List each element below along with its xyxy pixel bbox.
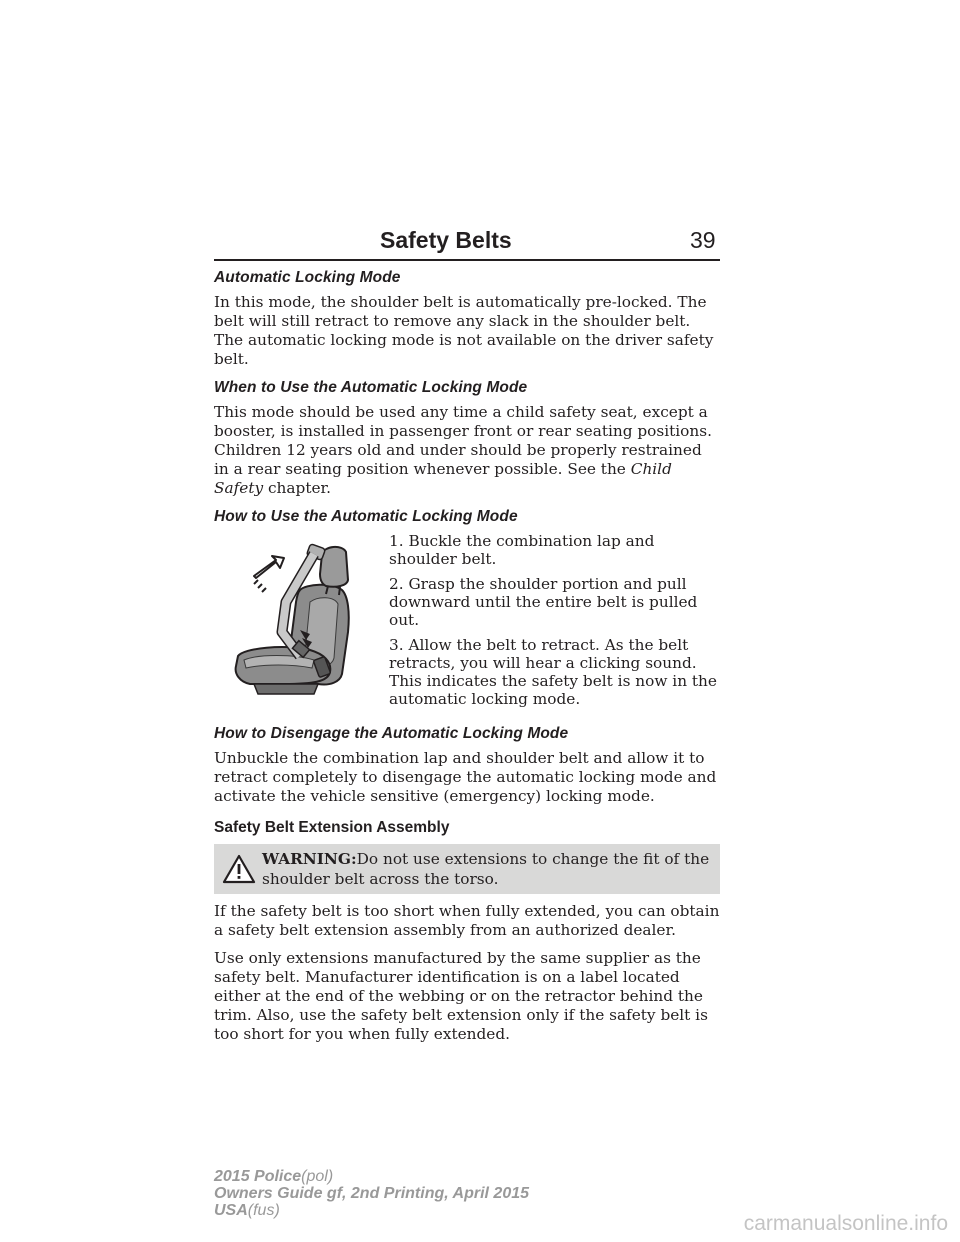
document-footer [214, 1168, 529, 1219]
warning-label: WARNING: [262, 850, 357, 868]
watermark: carmanualsonline.info [743, 1212, 948, 1235]
page-title: Safety Belts [380, 227, 512, 253]
section-heading-how-to-use: How to Use the Automatic Locking Mode [214, 508, 518, 525]
page-number: 39 [690, 227, 716, 253]
how-to-use-steps [386, 532, 720, 715]
main-content [214, 268, 720, 1053]
footer-market-code: (fus) [247, 1202, 280, 1219]
seat-belt-illustration-icon [214, 532, 386, 698]
section-heading-extension-assembly: Safety Belt Extension Assembly [214, 819, 450, 836]
footer-model-code: (pol) [301, 1168, 334, 1185]
step-2: 2. Grasp the shoulder portion and pull downward until the entire belt is pulled out. [389, 575, 698, 629]
when-to-use-text-end: chapter. [267, 479, 332, 497]
section-heading-how-to-disengage: How to Disengage the Automatic Locking Mode [214, 725, 569, 742]
footer-line-1 [214, 1168, 529, 1185]
warning-text [262, 849, 710, 889]
chapter-reference-child-safety: Child Safety [214, 460, 672, 497]
warning-triangle-icon [222, 854, 256, 884]
footer-line-3 [214, 1202, 529, 1219]
step-3: 3. Allow the belt to retract. As the belt retracts, you will hear a clicking sound. This indicates the safety belt is now in the automatic locking mode. [389, 636, 717, 708]
warning-message: Do not use extensions to change the fit of the shoulder belt across the torso. [262, 850, 710, 888]
seat-belt-illustration [214, 532, 386, 698]
header-divider [214, 259, 720, 261]
footer-market: USA [214, 1202, 248, 1219]
section-heading-automatic-locking-mode: Automatic Locking Mode [214, 269, 401, 286]
section-heading-when-to-use: When to Use the Automatic Locking Mode [214, 379, 528, 396]
warning-box [214, 844, 720, 894]
paragraph-extension-2: Use only extensions manufactured by the same supplier as the safety belt. Manufacturer identification is on a label located either at the end of the webbing or on the retractor behind the trim. Also, use the safety belt extension only if the safety belt is too short for you when fully extended. [214, 949, 708, 1043]
when-to-use-text: This mode should be used any time a child safety seat, except a booster, is installed in passenger front or rear seating positions. Children 12 years old and under should be properly restrained in a rear seating position whenever possible. See the [214, 403, 712, 478]
paragraph-extension-1: If the safety belt is too short when fully extended, you can obtain a safety belt extension assembly from an authorized dealer. [214, 902, 720, 939]
paragraph-how-to-disengage: Unbuckle the combination lap and shoulder belt and allow it to retract completely to disengage the automatic locking mode and activate the vehicle sensitive (emergency) locking mode. [214, 749, 717, 805]
step-1: 1. Buckle the combination lap and shoulder belt. [389, 532, 655, 568]
paragraph-automatic-locking-mode: In this mode, the shoulder belt is automatically pre-locked. The belt will still retract to remove any slack in the shoulder belt. The automatic locking mode is not available on the driver safety belt. [214, 293, 714, 368]
paragraph-when-to-use [214, 403, 720, 498]
how-to-use-figure-row [214, 532, 720, 715]
footer-model: 2015 Police [214, 1168, 302, 1185]
footer-line-2: Owners Guide gf, 2nd Printing, April 2015 [214, 1185, 530, 1202]
